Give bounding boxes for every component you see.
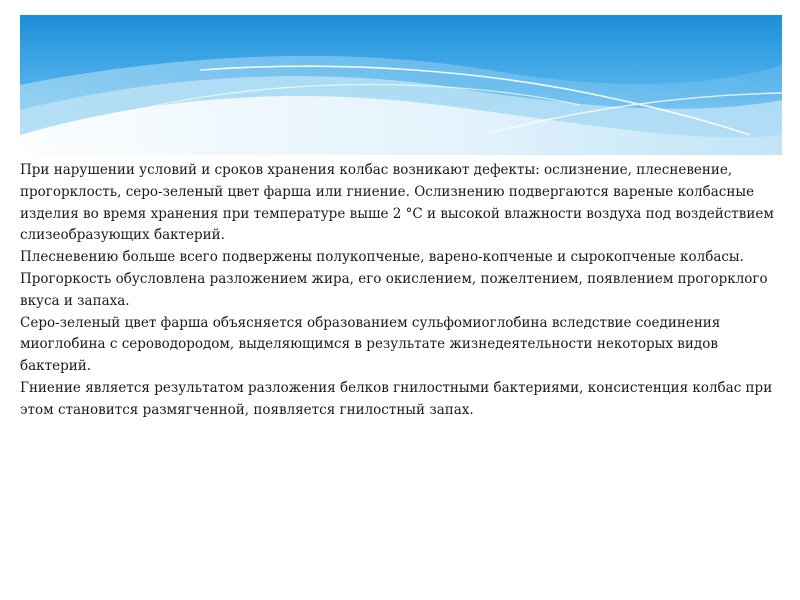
paragraph-rancidity: Прогоркость обусловлена разложением жира, его окислением, пожелтением, появлением прогорклого вкуса и запаха. xyxy=(20,270,768,309)
paragraph-defects: При нарушении условий и сроков хранения колбас возникают дефекты: ослизнение, плесневение, прогорклость, серо-зеленый цвет фарша или гниение. Ослизнению подвергаются вареные колбасные изделия во время хранения при температуре выше 2 °С и высокой влажности воздуха под воздействием слизеобразующих бактерий. xyxy=(20,162,774,244)
header-wave-banner xyxy=(20,15,782,155)
paragraph-grey-green: Серо-зеленый цвет фарша объясняется образованием сульфомиоглобина вследствие соединения миоглобина с сероводородом, выделяющимся в результате жизнедеятельности некоторых видов бактерий. xyxy=(20,314,721,375)
paragraph-putrefaction: Гниение является результатом разложения белков гнилостными бактериями, консистенция колбас при этом становится размягченной, появляется гнилостный запах. xyxy=(20,379,773,418)
body-text xyxy=(20,160,790,422)
paragraph-mold: Плесневению больше всего подвержены полукопченые, варено-копченые и сырокопченые колбасы. xyxy=(20,249,744,266)
wave-graphic xyxy=(20,15,782,155)
